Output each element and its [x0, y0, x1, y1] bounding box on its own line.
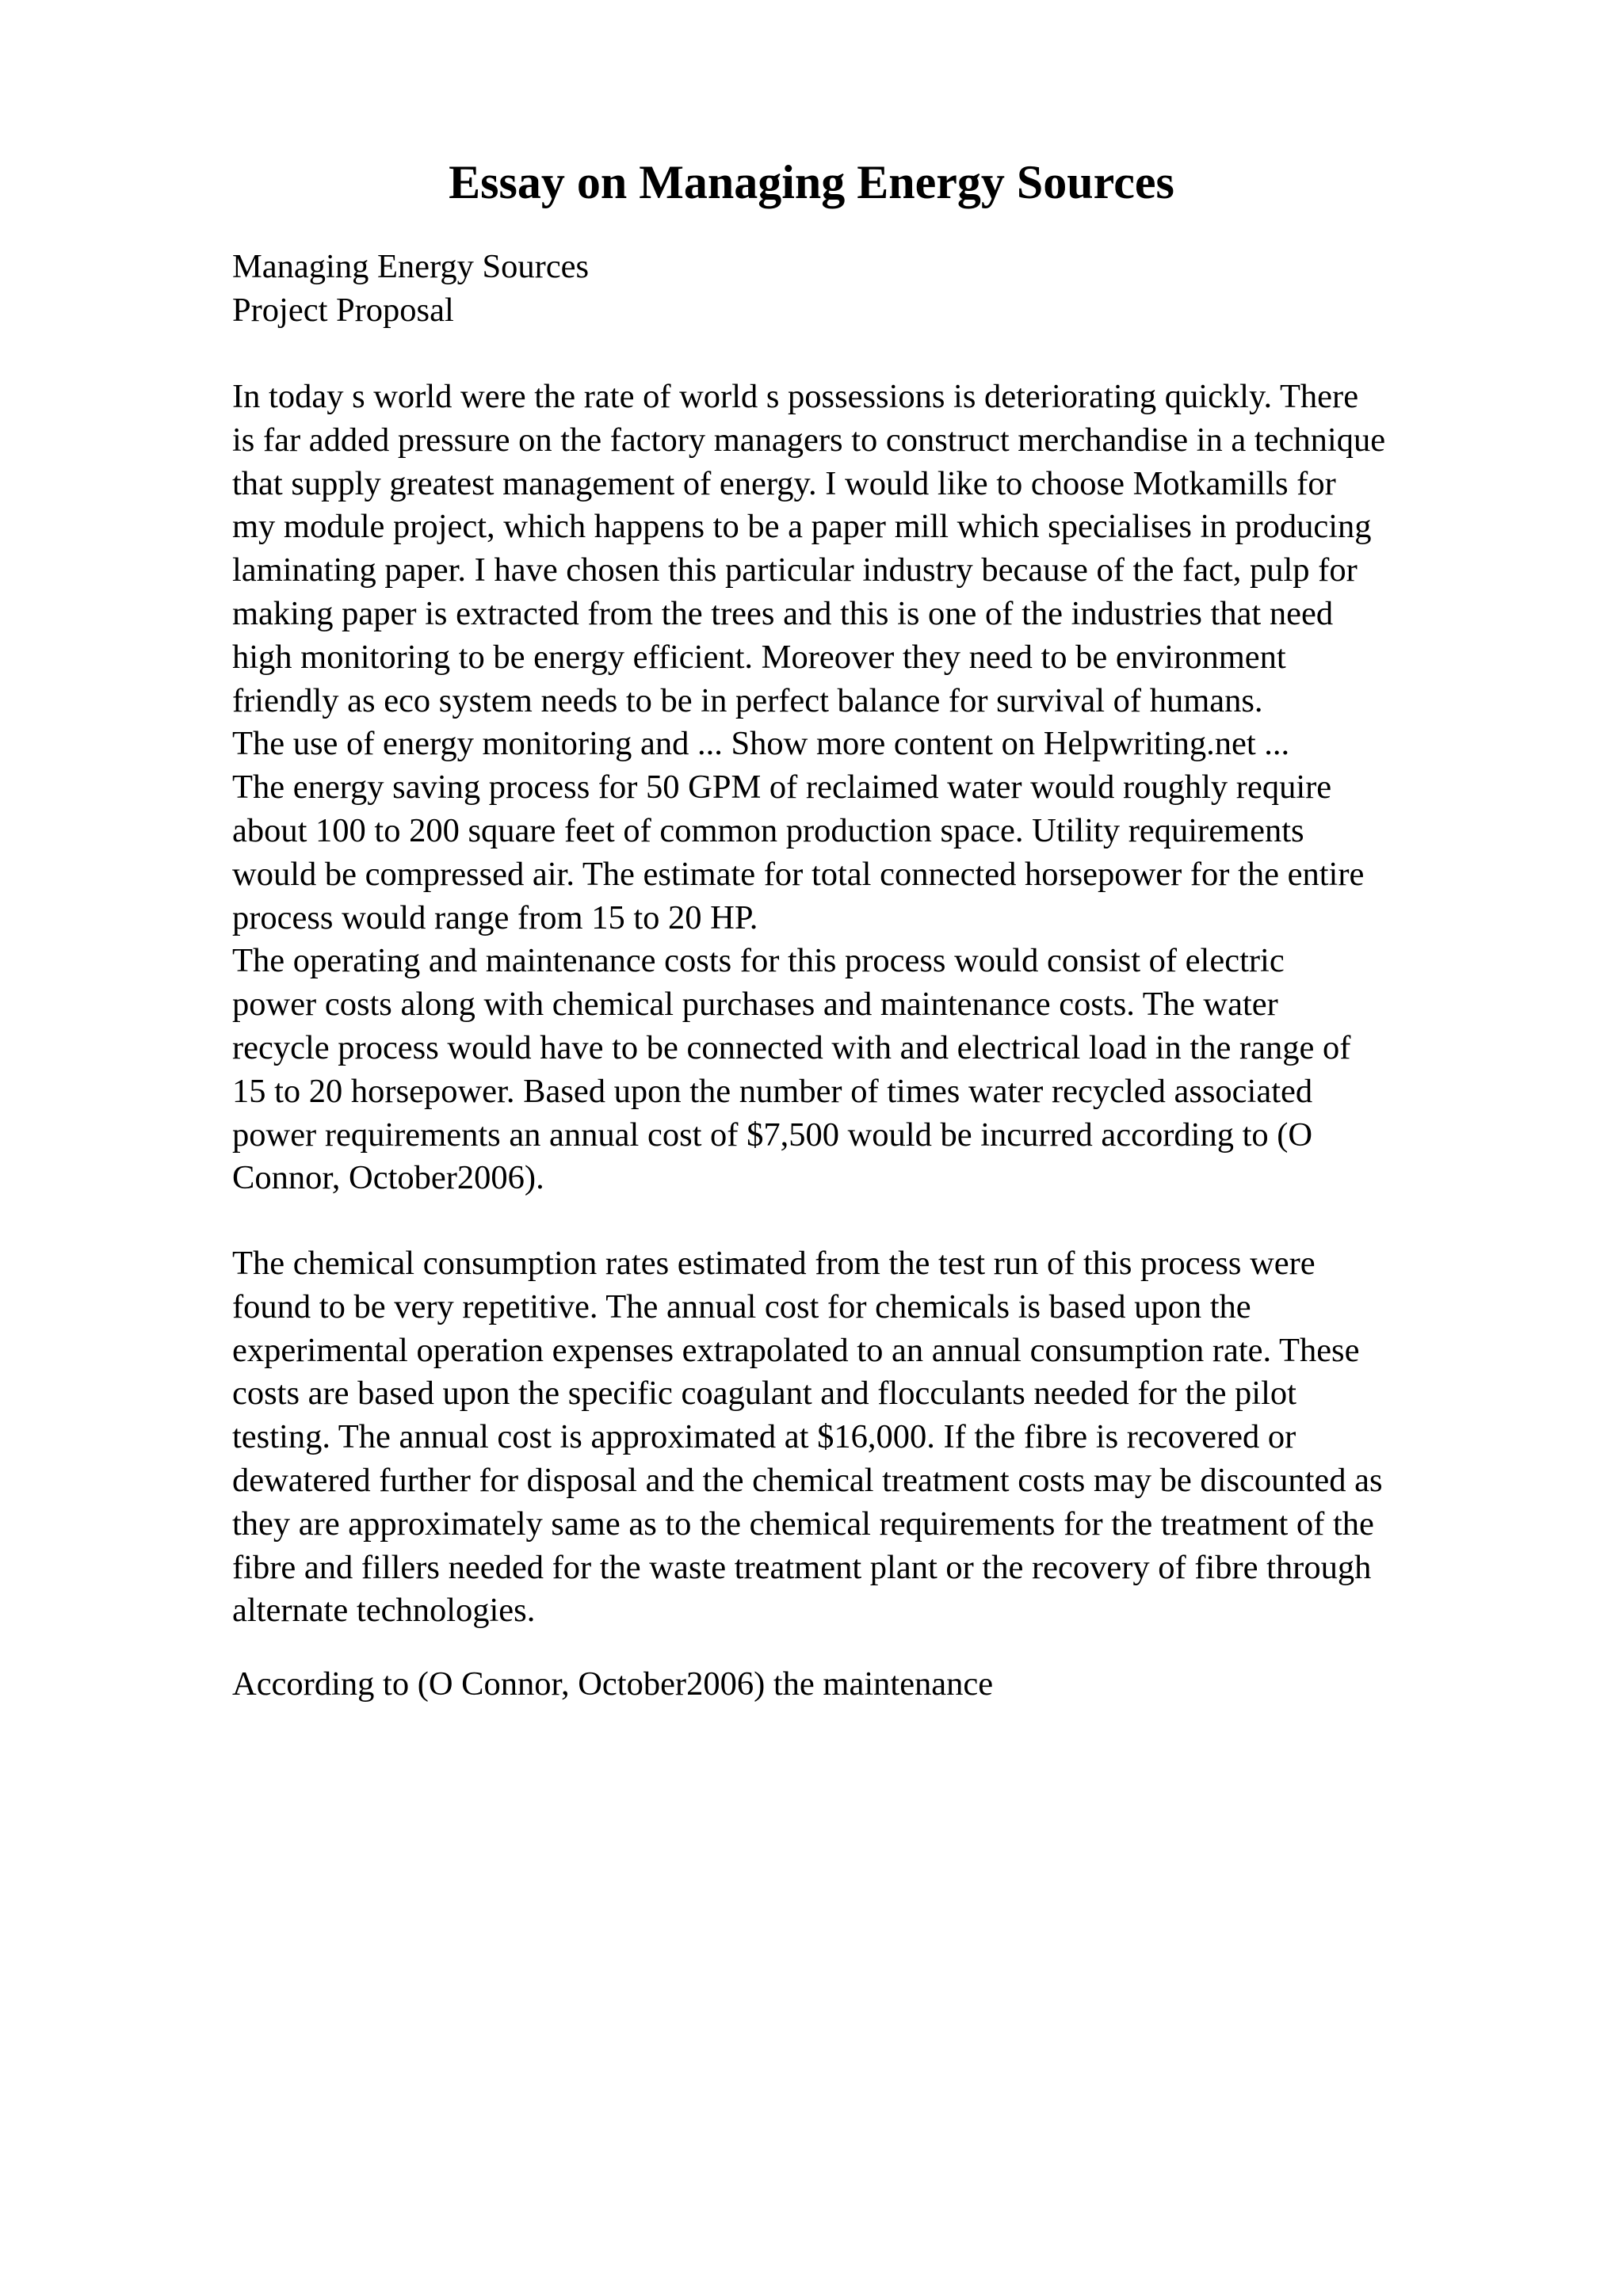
text-line: The use of energy monitoring and ... Show more content on Helpwriting.net ...	[232, 725, 1290, 763]
text-line: they are approximately same as to the chemical requirements for the treatment of the	[232, 1505, 1374, 1543]
text-line: The energy saving process for 50 GPM of reclaimed water would roughly require	[232, 769, 1332, 807]
text-line: In today s world were the rate of world s possessions is deteriorating quickly. There	[232, 378, 1359, 415]
text-line: fibre and fillers needed for the waste treatment plant or the recovery of fibre through	[232, 1548, 1372, 1586]
text-line: The operating and maintenance costs for this process would consist of electric	[232, 942, 1285, 980]
text-line: laminating paper. I have chosen this particular industry because of the fact, pulp for	[232, 551, 1358, 589]
paragraph-2	[232, 1242, 1532, 1633]
text-line: my module project, which happens to be a paper mill which specialises in producing	[232, 508, 1372, 546]
text-line: friendly as eco system needs to be in perfect balance for survival of humans.	[232, 681, 1263, 719]
text-line: found to be very repetitive. The annual cost for chemicals is based upon the	[232, 1287, 1251, 1325]
document-header	[232, 246, 1532, 333]
text-line: alternate technologies.	[232, 1592, 536, 1630]
text-line: dewatered further for disposal and the chemical treatment costs may be discounted as	[232, 1461, 1383, 1499]
text-line: Connor, October2006).	[232, 1159, 544, 1197]
text-line: would be compressed air. The estimate for total connected horsepower for the entire	[232, 855, 1365, 893]
text-line: about 100 to 200 square feet of common production space. Utility requirements	[232, 811, 1304, 849]
header-line-subject: Managing Energy Sources	[232, 248, 590, 285]
paragraph-3	[232, 1663, 1532, 1707]
text-line: experimental operation expenses extrapolated to an annual consumption rate. These	[232, 1331, 1360, 1369]
text-line: that supply greatest management of energy. I would like to choose Motkamills for	[232, 464, 1336, 502]
header-line-type: Project Proposal	[232, 291, 454, 329]
text-line: is far added pressure on the factory managers to construct merchandise in a technique	[232, 421, 1386, 459]
text-line: testing. The annual cost is approximated at $16,000. If the fibre is recovered or	[232, 1418, 1296, 1456]
text-line: 15 to 20 horsepower. Based upon the number of times water recycled associated	[232, 1072, 1313, 1110]
text-line: recycle process would have to be connected with and electrical load in the range of	[232, 1028, 1351, 1066]
text-line: According to (O Connor, October2006) the maintenance	[232, 1665, 994, 1703]
text-line: power requirements an annual cost of $7,500 would be incurred according to (O	[232, 1116, 1313, 1154]
text-line: The chemical consumption rates estimated from the test run of this process were	[232, 1245, 1316, 1282]
paragraph-1	[232, 376, 1532, 1200]
text-line: costs are based upon the specific coagulant and flocculants needed for the pilot	[232, 1375, 1296, 1413]
text-line: power costs along with chemical purchases and maintenance costs. The water	[232, 986, 1278, 1024]
text-line: making paper is extracted from the trees and this is one of the industries that need	[232, 594, 1334, 632]
document-title: Essay on Managing Energy Sources	[449, 156, 1174, 208]
text-line: high monitoring to be energy efficient. Moreover they need to be environment	[232, 638, 1286, 676]
text-line: process would range from 15 to 20 HP.	[232, 898, 758, 936]
